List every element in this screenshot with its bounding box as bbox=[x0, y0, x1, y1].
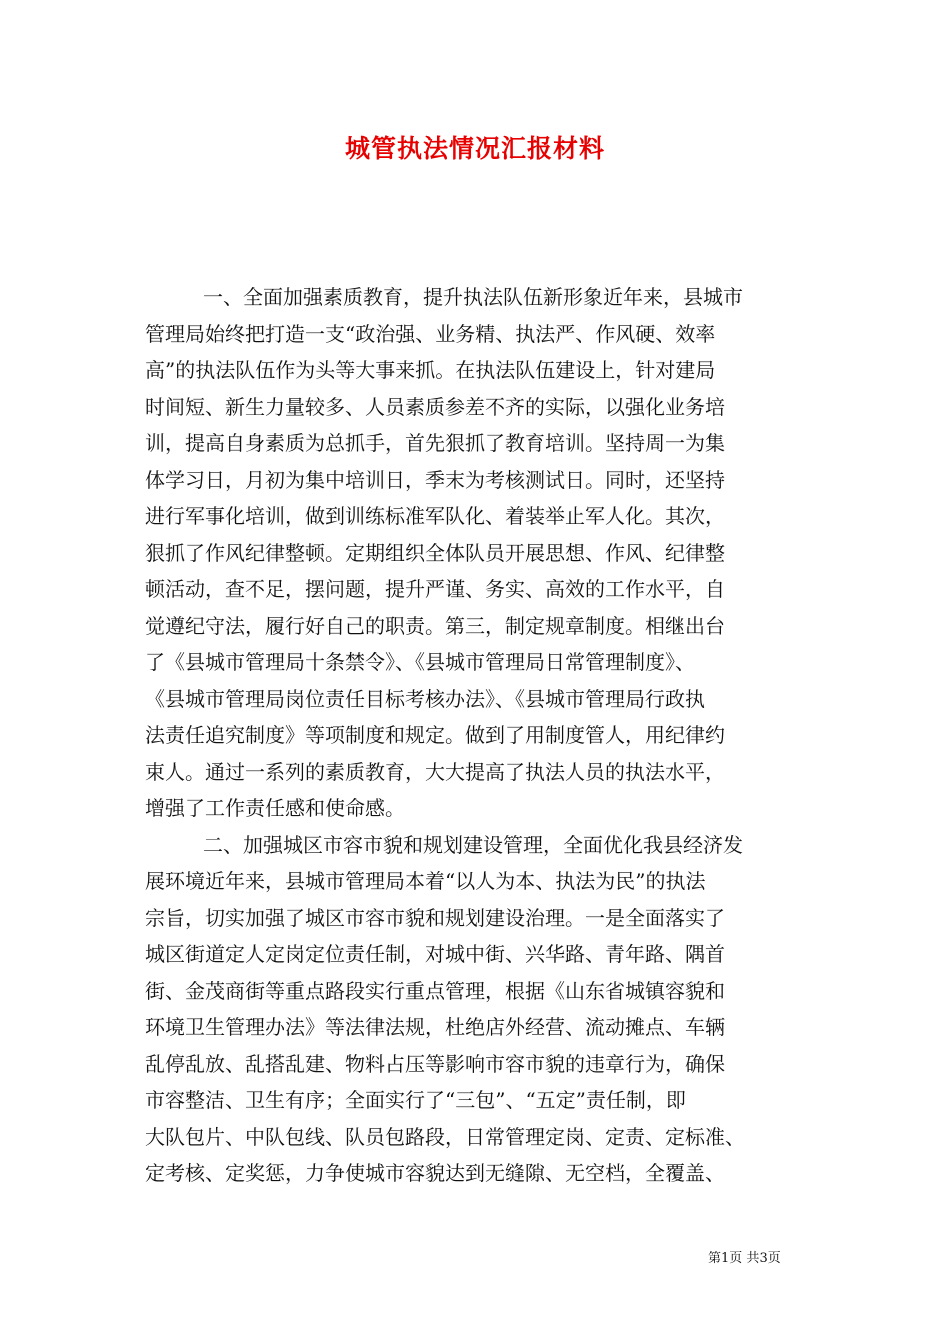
text-line: 管理局始终把打造一支“政治强、业务精、执法严、作风硬、效率 bbox=[145, 321, 716, 346]
text-line: 进行军事化培训，做到训练标准军队化、着装举止军人化。其次， bbox=[145, 504, 725, 528]
text-line: 定考核、定奖惩，力争使城市容貌达到无缝隙、无空档，全覆盖、 bbox=[145, 1161, 725, 1185]
text-line: 了《县城市管理局十条禁令》、《县城市管理局日常管理制度》、 bbox=[145, 650, 695, 674]
text-line: 二、加强城区市容市貌和规划建设管理，全面优化我县经济发 bbox=[203, 832, 743, 857]
text-line: 训，提高自身素质为总抓手，首先狠抓了教育培训。坚持周一为集 bbox=[145, 431, 725, 455]
text-line: 狠抓了作风纪律整顿。定期组织全体队员开展思想、作风、纪律整 bbox=[145, 540, 725, 565]
paragraph-1 bbox=[145, 279, 815, 827]
text-line: 束人。通过一系列的素质教育，大大提高了执法人员的执法水平， bbox=[145, 759, 725, 784]
paragraph-2 bbox=[145, 827, 815, 1192]
text-line: 宗旨，切实加强了城区市容市貌和规划建设治理。一是全面落实了 bbox=[145, 905, 725, 930]
text-line: 觉遵纪守法，履行好自己的职责。第三，制定规章制度。相继出台 bbox=[145, 613, 725, 638]
text-line: 城区街道定人定岗定位责任制，对城中街、兴华路、青年路、隅首 bbox=[145, 942, 725, 966]
document-title: 城管执法情况汇报材料 bbox=[344, 134, 605, 163]
text-line: 乱停乱放、乱搭乱建、物料占压等影响市容市貌的违章行为，确保 bbox=[145, 1051, 725, 1076]
text-line: 顿活动，查不足，摆问题，提升严谨、务实、高效的工作水平，自 bbox=[145, 577, 725, 601]
text-line: 高”的执法队伍作为头等大事来抓。在执法队伍建设上，针对建局 bbox=[145, 358, 716, 382]
page-number-footer bbox=[708, 1247, 781, 1266]
text-line: 展环境近年来，县城市管理局本着“以人为本、执法为民”的执法 bbox=[145, 869, 706, 893]
document-body bbox=[145, 279, 815, 1192]
text-line: 体学习日，月初为集中培训日，季末为考核测试日。同时，还坚持 bbox=[145, 467, 725, 492]
page-prefix: 第 bbox=[708, 1251, 722, 1266]
text-line: 大队包片、中队包线、队员包路段，日常管理定岗、定责、定标准、 bbox=[145, 1124, 745, 1149]
page-middle: 页 共 bbox=[729, 1251, 760, 1266]
text-line: 法责任追究制度》等项制度和规定。做到了用制度管人，用纪律约 bbox=[145, 723, 725, 747]
text-line: 一、全面加强素质教育，提升执法队伍新形象近年来，县城市 bbox=[203, 285, 743, 309]
text-line: 环境卫生管理办法》等法律法规，杜绝店外经营、流动摊点、车辆 bbox=[145, 1015, 725, 1039]
text-line: 时间短、新生力量较多、人员素质参差不齐的实际，以强化业务培 bbox=[145, 394, 725, 419]
total-page-number: 3 bbox=[759, 1251, 768, 1266]
text-line: 增强了工作责任感和使命感。 bbox=[145, 796, 405, 820]
text-line: 街、金茂商街等重点路段实行重点管理，根据《山东省城镇容貌和 bbox=[145, 978, 725, 1003]
text-line: 市容整洁、卫生有序；全面实行了“三包”、“五定”责任制，即 bbox=[145, 1088, 686, 1112]
text-line: 《县城市管理局岗位责任目标考核办法》、《县城市管理局行政执 bbox=[145, 686, 705, 711]
page-suffix: 页 bbox=[767, 1251, 781, 1266]
current-page-number: 1 bbox=[721, 1251, 730, 1266]
